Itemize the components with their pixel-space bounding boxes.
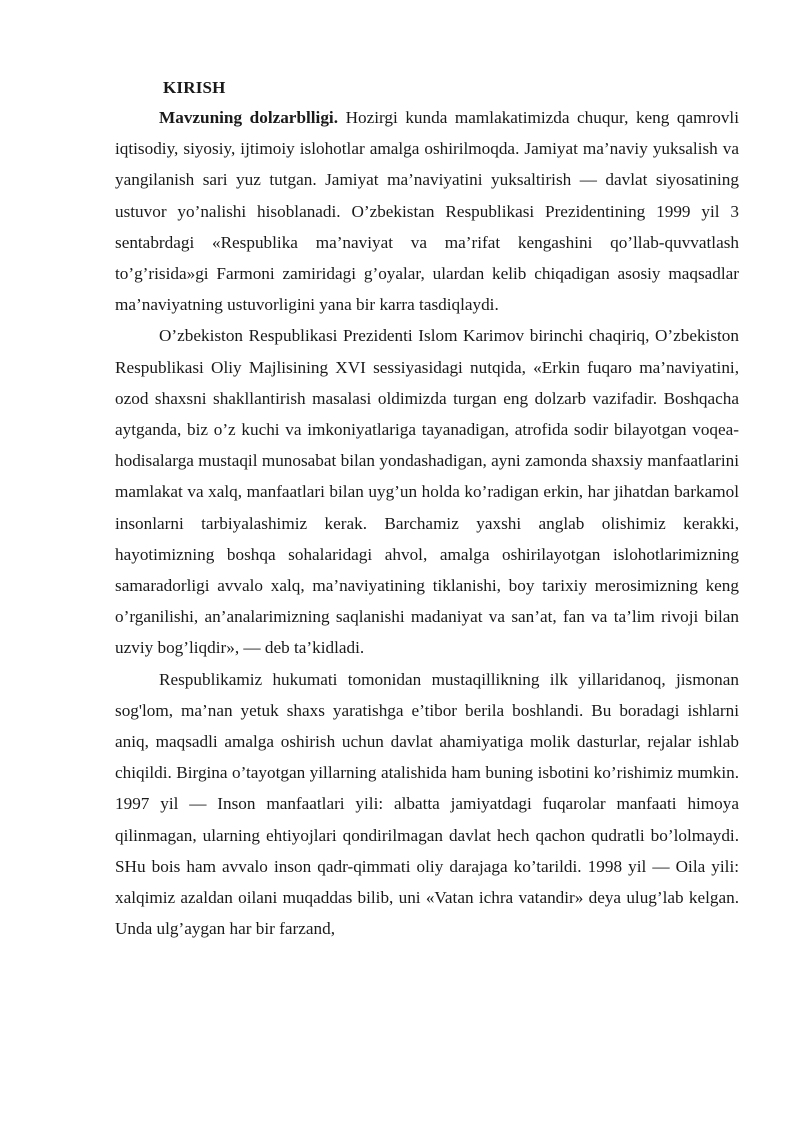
paragraph-text: Respublikamiz hukumati tomonidan mustaqillikning ilk yillaridanoq, jismonan sog'lom, ma’nan yetuk shaxs yaratishga e’tibor berila boshlandi. Bu boradagi ishlarni aniq, maqsadli amalga oshirish uchun davlat ahamiyatiga molik dasturlar, rejalar ishlab chiqildi. Birgina o’tayotgan yillarning atalishida ham buning isbotini ko’rishimiz mumkin. 1997 yil — Inson manfaatlari yili: albatta jamiyatdagi fuqarolar manfaati himoya qilinmagan, ularning ehtiyojlari qondirilmagan davlat hech qachon qudratli bo’lolmaydi. SHu bois ham avvalo inson qadr-qimmati oliy darajaga ko’tarildi. 1998 yil — Oila yili: xalqimiz azaldan oilani muqaddas bilib, uni «Vatan ichra vatandir» deya ulug’lab kelgan. Unda ulg’aygan har bir farzand,	[115, 669, 739, 939]
paragraph-government	[115, 664, 739, 945]
document-page	[115, 74, 739, 944]
section-heading: KIRISH	[163, 78, 226, 97]
paragraph-lead: Mavzuning dolzarblligi.	[159, 108, 338, 127]
paragraph-president-speech	[115, 320, 739, 663]
paragraph-text: Hozirgi kunda mamlakatimizda chuqur, keng qamrovli iqtisodiy, siyosiy, ijtimoiy islohotlar amalga oshirilmoqda. Jamiyat ma’naviy yuksalish va yangilanish sari yuz tutgan. Jamiyat ma’naviyatini yuksaltirish — davlat siyosatining ustuvor yo’nalishi hisoblanadi. O’zbekistan Respublikasi Prezidentining 1999 yil 3 sentabrdagi «Respublika ma’naviyat va ma’rifat kengashini qo’llab-quvvatlash to’g’risida»gi Farmoni zamiridagi g’oyalar, ulardan kelib chiqadigan asosiy maqsadlar ma’naviyatning ustuvorligini yana bir karra tasdiqlaydi.	[115, 108, 739, 315]
paragraph-text: O’zbekiston Respublikasi Prezidenti Islom Karimov birinchi chaqiriq, O’zbekiston Respublikasi Oliy Majlisining XVI sessiyasidagi nutqida, «Erkin fuqaro ma’naviyatini, ozod shaxsni shakllantirish masalasi oldimizda turgan eng dolzarb vazifadir. Boshqacha aytganda, biz o’z kuchi va imkoniyatlariga tayanadigan, atrofida sodir bilayotgan voqea-hodisalarga mustaqil munosabat bilan yondashadigan, ayni zamonda shaxsiy manfaatlarini mamlakat va xalq, manfaatlari bilan uyg’un holda ko’radigan erkin, har jihatdan barkamol insonlarni tarbiyalashimiz kerak. Barchamiz yaxshi anglab olishimiz kerakki, hayotimizning boshqa sohalaridagi ahvol, amalga oshirilayotgan islohotlarimizning samaradorligi avvalo xalq, ma’naviyatining tiklanishi, boy tarixiy merosimizning keng o’rganilishi, an’analarimizning saqlanishi madaniyat va san’at, fan va ta’lim rivoji bilan uzviy bog’liqdir», — deb ta’kidladi.	[115, 326, 739, 658]
paragraph-relevance	[115, 102, 739, 320]
